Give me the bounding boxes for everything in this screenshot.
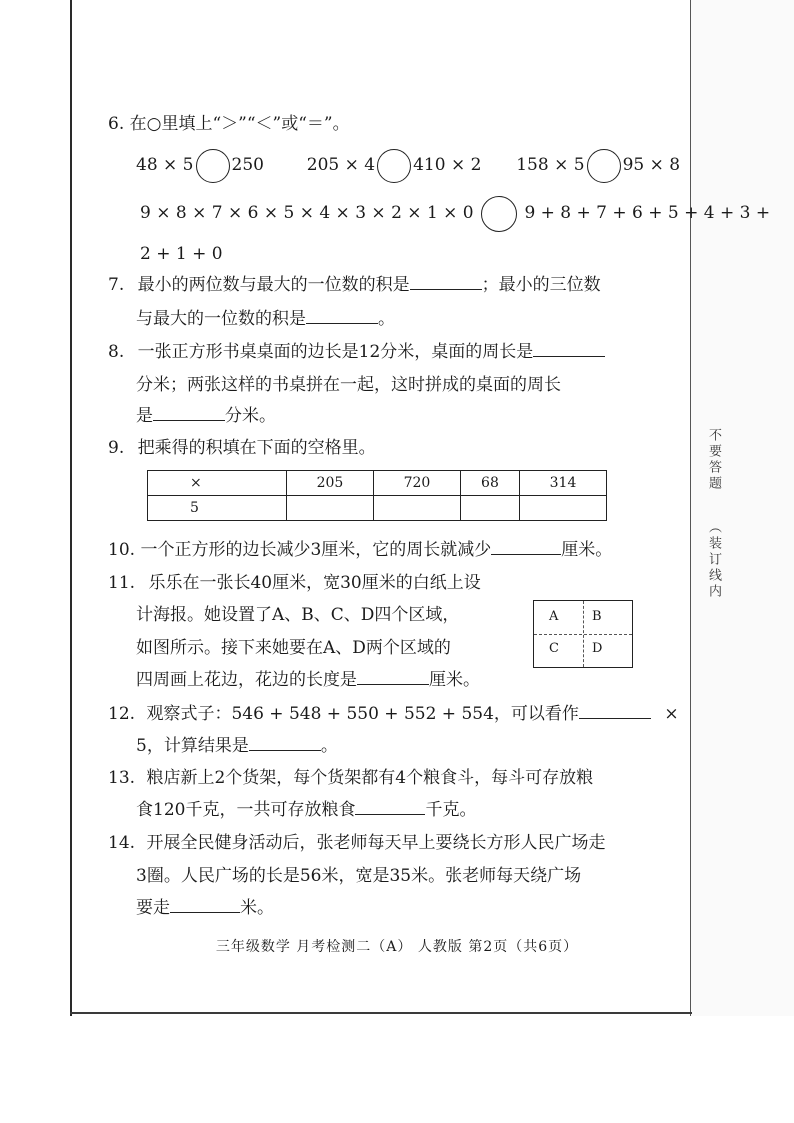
table-cell: 314 [519,471,606,496]
divider [534,634,632,635]
answer-blank[interactable] [170,898,240,913]
q12-line1 [108,704,679,724]
answer-circle[interactable] [377,149,411,183]
q13-text: 粮店新上2个货架，每个货架都有4个粮食斗，每斗可存放粮 [146,768,594,788]
q9-text: 把乘得的积填在下面的空格里。 [137,438,376,458]
q10-line [108,540,612,560]
answer-cell[interactable] [519,496,606,521]
binding-line [690,0,691,1016]
q7-line2 [136,309,395,329]
q12-text: 5，计算结果是 [136,736,249,756]
q7-num: 7. [108,275,125,295]
q10-num: 10. [108,540,136,560]
binding-margin [691,0,794,1016]
q14-line3 [136,898,274,918]
product-table [147,470,607,521]
page-left-border [70,0,72,1016]
q11-line2: 计海报。她设置了A、B、C、D四个区域， [136,605,460,625]
q9-line [108,438,376,458]
q13-line1 [108,768,593,788]
q7-text: 。 [378,309,395,329]
q11-line3: 如图所示。接下来她要在A、D两个区域的 [136,638,451,658]
table-row [148,471,607,496]
region-label: C [549,641,559,656]
q11-text: 四周画上花边，花边的长度是 [136,670,357,690]
answer-blank[interactable] [579,704,651,719]
answer-blank[interactable] [410,275,482,290]
answer-circle[interactable] [481,196,517,232]
region-label: D [592,641,603,656]
answer-blank[interactable] [249,736,321,751]
q11-num: 11. [108,573,136,593]
q6-c-left: 158 × 5 [516,155,585,175]
no-answer-note: 不要答题 [706,428,721,492]
q8-text: 分米。 [225,406,276,426]
q12-line2 [136,736,338,756]
q12-text: × [664,704,679,724]
q8-num: 8. [108,342,125,362]
q11-text: 乐乐在一张长40厘米，宽30厘米的白纸上设 [148,573,481,593]
region-label: B [592,609,602,624]
q10-text: 一个正方形的边长减少3厘米，它的周长就减少 [140,540,492,560]
table-cell: 68 [460,471,519,496]
region-label: A [549,609,559,624]
q14-line1 [108,833,605,853]
region-diagram [533,600,633,668]
answer-blank[interactable] [153,406,225,421]
answer-blank[interactable] [306,309,378,324]
answer-circle[interactable] [587,149,621,183]
table-cell: 205 [287,471,374,496]
q6-long-left: 9 × 8 × 7 × 6 × 5 × 4 × 3 × 2 × 1 × 0 [140,203,474,223]
binding-note: （装订线内 [706,520,721,600]
answer-cell[interactable] [460,496,519,521]
q11-line4 [136,670,480,690]
page-footer: 三年级数学 月考检测二（A） 人教版 第2页（共6页） [215,939,579,955]
q14-line2: 3圈。人民广场的长是56米，宽是35米。张老师每天绕广场 [136,866,582,886]
table-cell: × [148,471,287,496]
answer-blank[interactable] [355,800,425,815]
q9-num: 9. [108,438,125,458]
q6-a-right: 250 [231,155,264,175]
answer-cell[interactable] [373,496,460,521]
q8-text: 一张正方形书桌桌面的边长是12分米，桌面的周长是 [137,342,534,362]
q6-long-right: 9 + 8 + 7 + 6 + 5 + 4 + 3 + [524,203,771,223]
q14-num: 14. [108,833,136,853]
q11-line1 [108,573,481,593]
q13-line2 [136,800,476,820]
q8-text: 是 [136,406,153,426]
q8-line1 [108,342,605,362]
q7-text: 最小的两位数与最大的一位数的积是 [137,275,410,295]
q12-text: 。 [320,736,338,756]
q11-text: 厘米。 [429,670,480,690]
page-bottom-border [70,1012,692,1014]
q12-num: 12. [108,704,136,724]
q7-text: ；最小的三位数 [481,275,601,295]
q6-b-right: 410 × 2 [413,155,482,175]
q10-text: 厘米。 [561,540,613,560]
q14-text: 要走 [136,898,170,918]
table-row [148,496,607,521]
answer-cell[interactable] [287,496,374,521]
q6-header: 6. 在○里填上“＞”“＜”或“＝”。 [108,114,350,134]
q8-line2: 分米；两张这样的书桌拼在一起，这时拼成的桌面的周长 [136,375,561,395]
answer-blank[interactable] [491,540,561,555]
q12-text: 观察式子：546 + 548 + 550 + 552 + 554，可以看作 [146,704,579,724]
table-cell: 5 [148,496,287,521]
q13-text: 食120千克，一共可存放粮食 [136,800,356,820]
q6-row1 [136,148,680,183]
answer-circle[interactable] [196,149,230,183]
q6-long-cont: 2 + 1 + 0 [140,244,223,264]
q7-line1 [108,275,601,295]
q6-b-left: 205 × 4 [306,155,376,175]
q8-line3 [136,406,276,426]
q14-text: 米。 [240,898,274,918]
q14-text: 开展全民健身活动后，张老师每天早上要绕长方形人民广场走 [146,833,606,853]
q6-a-left: 48 × 5 [136,155,194,175]
q7-text: 与最大的一位数的积是 [136,309,306,329]
q13-num: 13. [108,768,136,788]
q13-text: 千克。 [425,800,477,820]
answer-blank[interactable] [533,342,605,357]
answer-blank[interactable] [357,670,429,685]
q6-row2 [140,195,770,232]
table-cell: 720 [373,471,460,496]
q6-c-right: 95 × 8 [622,155,681,175]
